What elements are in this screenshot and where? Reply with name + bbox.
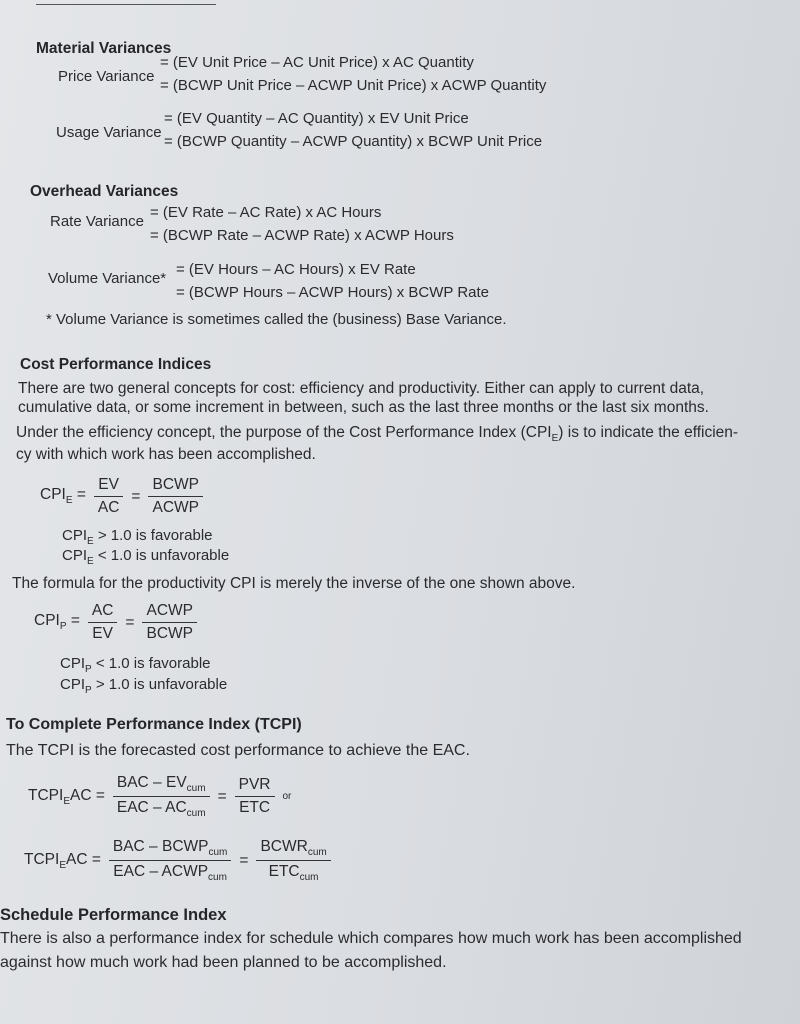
usage-variance-label: Usage Variance xyxy=(56,124,162,141)
cpi-p-unfavorable: $CPI_P > 1.0$ is unfavorable xyxy=(60,676,228,696)
cpi-e-fraction1 xyxy=(94,476,124,517)
tcpi-f1-fraction2 xyxy=(235,776,275,817)
tcpi-f1-fraction1 xyxy=(113,774,210,819)
cpi-inverse-text: The formula for the productivity CPI is merely the inverse of the one shown above. xyxy=(12,575,576,592)
price-variance-label: Price Variance xyxy=(58,68,155,85)
cpi-e-lhs: $CPI_E$ = xyxy=(40,486,86,507)
cpi-e-unfavorable: $CPI_E < 1.0$ is unfavorable xyxy=(62,547,230,567)
tcpi-f2-fraction1 xyxy=(109,838,232,883)
tcpi-f2-den2: $ETC_{cum}$ xyxy=(268,863,319,884)
tcpi-f2-num2: $BCWR_{cum}$ xyxy=(256,838,330,861)
cpi-paragraph-line1: There are two general concepts for cost: efficiency and productivity. Either can apply to current data, xyxy=(18,380,705,397)
tcpi-f2-den1: EAC – $ACWP_{cum}$ xyxy=(113,863,227,884)
tcpi-description: The TCPI is the forecasted cost performance to achieve the EAC. xyxy=(6,742,470,759)
rate-variance-line2: = (BCWP Rate – ACWP Rate) x ACWP Hours xyxy=(150,227,454,244)
cpi-p-equals: = xyxy=(125,613,135,631)
cpi-p-den2: BCWP xyxy=(146,625,193,642)
spi-line2: against how much work had been planned to be accomplished. xyxy=(0,954,447,971)
cpi-productivity-formula xyxy=(34,602,197,643)
tcpi-formula-1 xyxy=(28,774,291,819)
cpi-p-lhs: $CPI_P$ = xyxy=(34,612,80,633)
cpi-e-num1: EV xyxy=(94,476,123,497)
price-variance-line1: = (EV Unit Price – AC Unit Price) x AC Quantity xyxy=(160,54,474,71)
cpi-e-favorable: $CPI_E > 1.0$ is favorable xyxy=(62,527,213,547)
tcpi-f2-num1: BAC – $BCWP_{cum}$ xyxy=(109,838,232,861)
cpi-e-equals: = xyxy=(131,487,141,505)
price-variance-line2: = (BCWP Unit Price – ACWP Unit Price) x ACWP Quantity xyxy=(160,77,547,94)
rate-variance-line1: = (EV Rate – AC Rate) x AC Hours xyxy=(150,204,382,221)
overhead-heading: Overhead Variances xyxy=(30,183,179,200)
tcpi-f2-fraction2 xyxy=(256,838,330,883)
cpi-p-den1: EV xyxy=(92,625,113,642)
cpi-p-fraction1 xyxy=(88,602,118,643)
cpi-e-num2: BCWP xyxy=(148,476,203,497)
top-rule xyxy=(36,4,216,5)
tcpi-f1-den2: ETC xyxy=(239,799,271,817)
tcpi-f1-lhs: $TCPI_EAC$ = xyxy=(28,786,105,807)
tcpi-f1-num2: PVR xyxy=(235,776,275,797)
tcpi-f2-lhs: $TCPI_EAC$ = xyxy=(24,850,101,871)
volume-variance-line2: = (BCWP Hours – ACWP Hours) x BCWP Rate xyxy=(176,284,490,301)
cpi-p-num2: ACWP xyxy=(142,602,197,623)
volume-footnote: * Volume Variance is sometimes called the (business) Base Variance. xyxy=(46,311,507,328)
material-heading: Material Variances xyxy=(36,40,172,57)
cpi-e-den2: ACWP xyxy=(152,499,199,516)
tcpi-f1-den1: EAC – $AC_{cum}$ xyxy=(116,799,206,820)
cpi-efficiency-line1: Under the efficiency concept, the purpose of the Cost Performance Index $(CPI_E)$ is to indicate the efficien- xyxy=(16,424,739,445)
tcpi-f2-equals: = xyxy=(239,851,249,869)
cpi-p-num1: AC xyxy=(88,602,118,623)
spi-heading: Schedule Performance Index xyxy=(0,906,227,924)
volume-variance-line1: = (EV Hours – AC Hours) x EV Rate xyxy=(176,261,416,278)
tcpi-heading: To Complete Performance Index (TCPI) xyxy=(6,716,302,733)
spi-line1: There is also a performance index for schedule which compares how much work has been accomplished xyxy=(0,930,742,947)
cpi-efficiency-line2: cy with which work has been accomplished. xyxy=(16,446,316,463)
tcpi-f1-equals: = xyxy=(217,787,227,805)
rate-variance-label: Rate Variance xyxy=(50,213,144,230)
cpi-p-fraction2 xyxy=(142,602,197,643)
cpi-heading: Cost Performance Indices xyxy=(20,356,212,373)
cpi-e-fraction2 xyxy=(148,476,203,517)
cpi-paragraph-line2: cumulative data, or some increment in between, such as the last three months or the last six months. xyxy=(18,399,709,416)
cpi-p-favorable: $CPI_P < 1.0$ is favorable xyxy=(60,655,211,675)
tcpi-f1-or: or xyxy=(282,791,292,803)
cpi-e-den1: AC xyxy=(97,499,120,516)
tcpi-formula-2 xyxy=(24,838,331,883)
cpi-efficiency-formula xyxy=(40,476,203,517)
usage-variance-line1: = (EV Quantity – AC Quantity) x EV Unit Price xyxy=(164,110,469,127)
tcpi-f1-num1: BAC – $EV_{cum}$ xyxy=(113,774,210,797)
volume-variance-label: Volume Variance* xyxy=(48,270,167,287)
usage-variance-line2: = (BCWP Quantity – ACWP Quantity) x BCWP Unit Price xyxy=(164,133,543,150)
